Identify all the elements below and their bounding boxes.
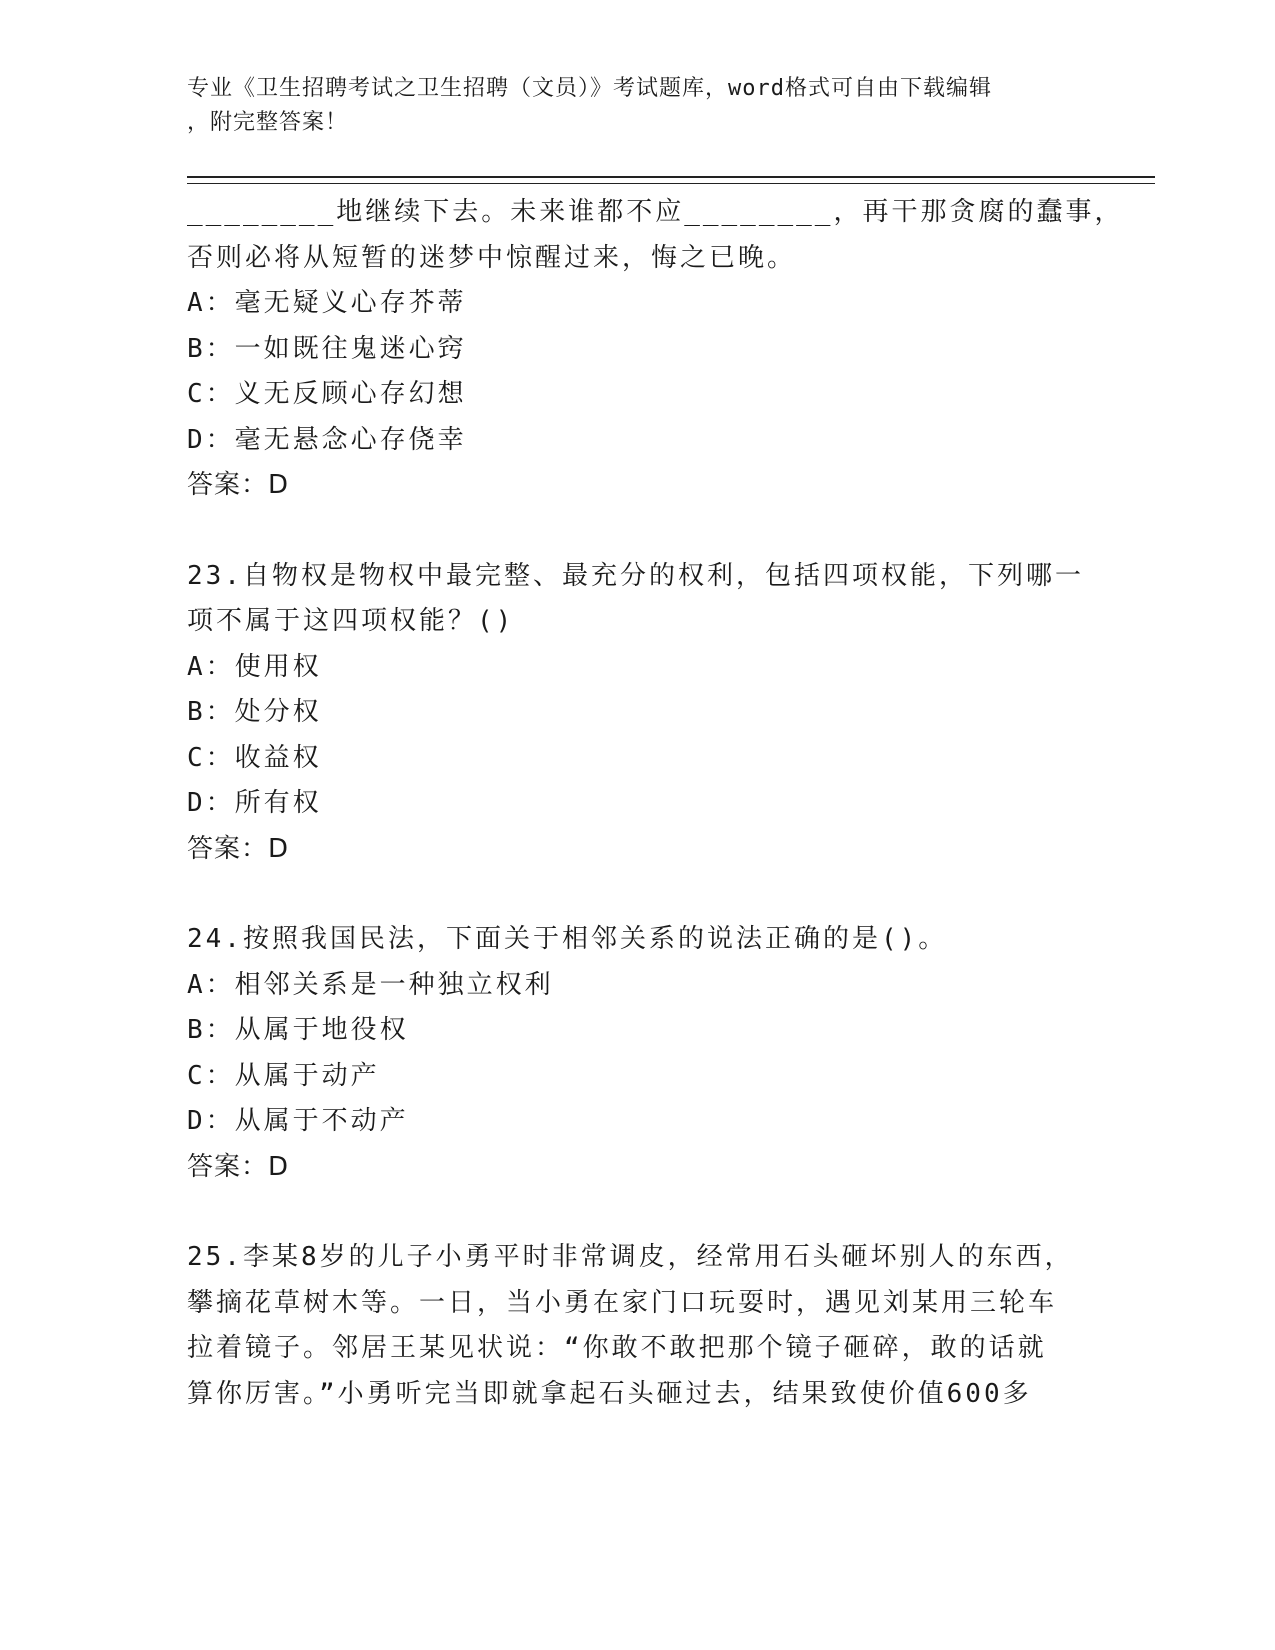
option-b: B：从属于地役权 bbox=[187, 1015, 409, 1045]
answer-line: 答案：D bbox=[187, 470, 290, 500]
option-c: C：收益权 bbox=[187, 742, 322, 773]
option-b: B：一如既往鬼迷心窍 bbox=[187, 333, 467, 364]
option-a: A：使用权 bbox=[187, 651, 322, 682]
question-25 bbox=[187, 1235, 1087, 1417]
option-d: D：从属于不动产 bbox=[187, 1106, 409, 1136]
question-stem: ________地继续下去。未来谁都不应________，再干那贪腐的蠢事， bbox=[187, 197, 1124, 227]
page-header bbox=[187, 72, 1067, 140]
question-stem: 攀摘花草树木等。一日，当小勇在家门口玩耍时，遇见刘某用三轮车 bbox=[187, 1287, 1058, 1318]
header-divider bbox=[187, 176, 1155, 184]
document-body bbox=[187, 190, 1124, 1417]
question-stem: 算你厉害。”小勇听完当即就拿起石头砸过去，结果致使价值600多 bbox=[187, 1378, 1032, 1409]
option-a: A：毫无疑义心存芥蒂 bbox=[187, 288, 467, 318]
option-d: D：毫无悬念心存侥幸 bbox=[187, 424, 467, 455]
question-23 bbox=[187, 554, 1087, 873]
question-22 bbox=[187, 190, 1124, 509]
question-stem: 拉着镜子。邻居王某见状说：“你敢不敢把那个镜子砸碎，敢的话就 bbox=[187, 1333, 1047, 1363]
option-c: C：义无反顾心存幻想 bbox=[187, 379, 467, 409]
question-stem: 25.李某8岁的儿子小勇平时非常调皮，经常用石头砸坏别人的东西， bbox=[187, 1242, 1074, 1272]
question-stem: 项不属于这四项权能？() bbox=[187, 606, 515, 636]
header-line-2: ，附完整答案！ bbox=[187, 110, 349, 135]
answer-line: 答案：D bbox=[187, 1151, 290, 1182]
option-c: C：从属于动产 bbox=[187, 1060, 380, 1091]
question-24 bbox=[187, 917, 1087, 1190]
option-b: B：处分权 bbox=[187, 697, 322, 727]
option-d: D：所有权 bbox=[187, 788, 322, 818]
question-stem: 否则必将从短暂的迷梦中惊醒过来，悔之已晚。 bbox=[187, 242, 797, 273]
question-stem: 24.按照我国民法，下面关于相邻关系的说法正确的是()。 bbox=[187, 924, 948, 954]
answer-line: 答案：D bbox=[187, 833, 290, 864]
question-stem: 23.自物权是物权中最完整、最充分的权利，包括四项权能，下列哪一 bbox=[187, 560, 1084, 591]
header-line-1: 专业《卫生招聘考试之卫生招聘（文员）》考试题库，word格式可自由下载编辑 bbox=[187, 76, 992, 101]
option-a: A：相邻关系是一种独立权利 bbox=[187, 969, 554, 1000]
